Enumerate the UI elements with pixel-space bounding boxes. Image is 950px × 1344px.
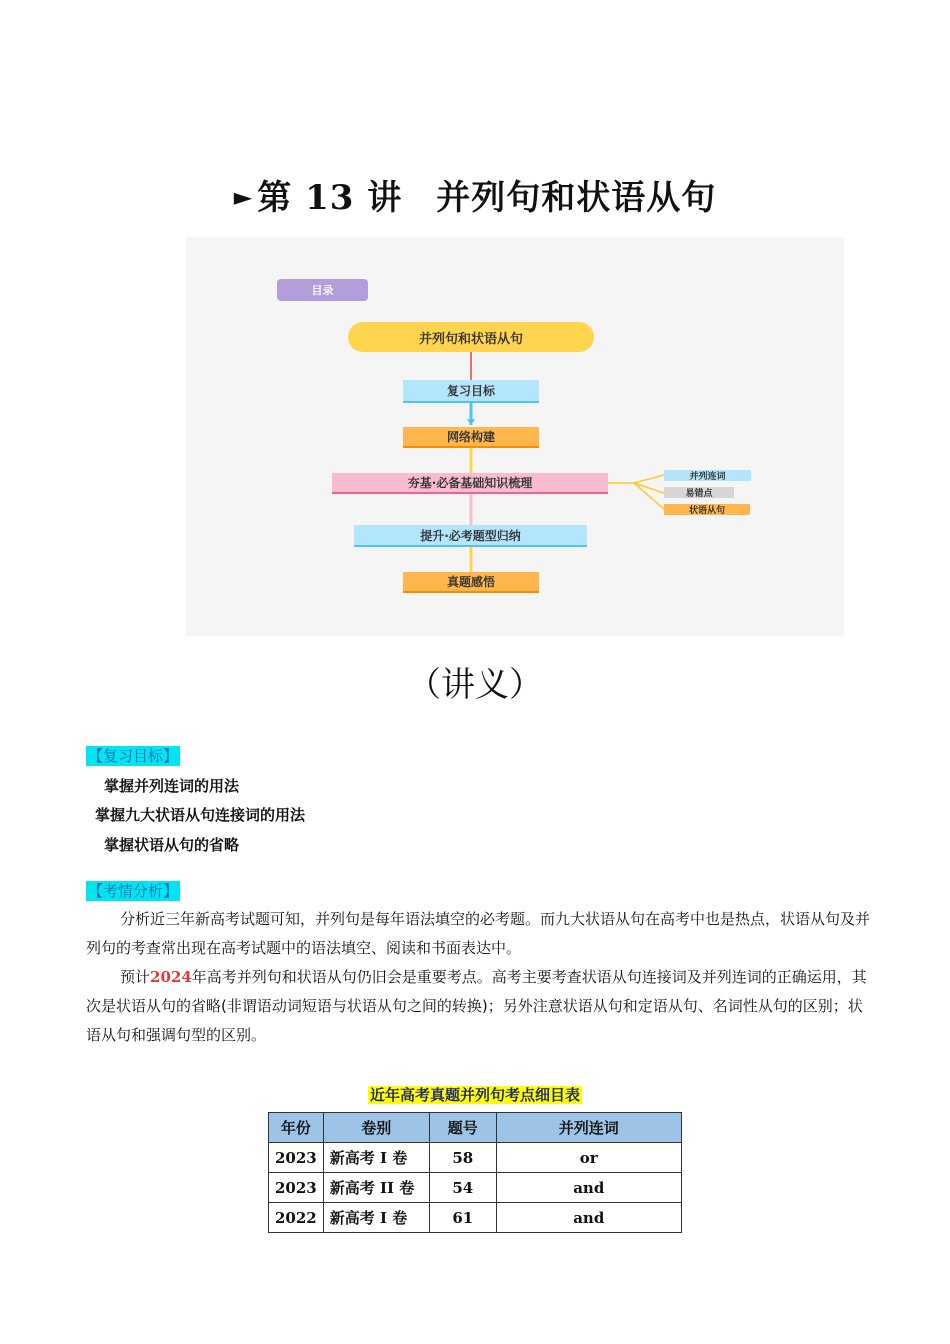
lecture-number: 第 13 讲 (257, 178, 403, 218)
paragraph-prefix: 预计 (120, 968, 151, 986)
lecture-topic: 并列句和状语从句 (436, 178, 717, 218)
analysis-paragraph (86, 963, 876, 1050)
table-header-cell: 卷别 (323, 1113, 429, 1143)
review-goal-item: 掌握并列连词的用法 (104, 777, 240, 795)
analysis-tag: 【考情分析】 (88, 882, 179, 900)
mind-map-branch: 夯基·必备基础知识梳理 (332, 473, 608, 494)
mind-map-toc-label: 目录 (277, 279, 368, 301)
document-subtitle: （讲义） (407, 665, 543, 705)
table-cell: 58 (429, 1143, 496, 1173)
table-cell: 新高考 I 卷 (323, 1203, 429, 1233)
review-goal-item: 掌握九大状语从句连接词的用法 (95, 806, 306, 824)
table-cell: 61 (429, 1203, 496, 1233)
table-cell: 54 (429, 1173, 496, 1203)
table-cell: 2023 (269, 1143, 324, 1173)
table-cell: and (496, 1173, 681, 1203)
mind-map-branch: 提升·必考题型归纳 (354, 525, 587, 547)
mind-map-branch: 网络构建 (403, 427, 539, 448)
mind-map-branch: 复习目标 (403, 380, 539, 403)
page-title (0, 170, 950, 219)
mind-map-sub-item: 易错点 (664, 487, 734, 498)
analysis-paragraph: 分析近三年新高考试题可知，并列句是每年语法填空的必考题。而九大状语从句在高考中也是热点，状语从句及并列句的考查常出现在高考试题中的语法填空、阅读和书面表达中。 (86, 910, 871, 957)
table-cell: 2023 (269, 1173, 324, 1203)
table-cell: 新高考 I 卷 (323, 1143, 429, 1173)
table-row (269, 1203, 682, 1233)
mind-map-root: 并列句和状语从句 (348, 322, 594, 352)
review-goals-tag: 【复习目标】 (88, 747, 179, 765)
review-goal-item: 掌握状语从句的省略 (104, 836, 240, 854)
table-cell: or (496, 1143, 681, 1173)
table-header-cell: 年份 (269, 1113, 324, 1143)
mind-map-branch: 真题感悟 (403, 572, 539, 593)
table-header-cell: 题号 (429, 1113, 496, 1143)
triangle-marker-icon: ► (233, 182, 254, 211)
mind-map-sub-item: 并列连词 (664, 470, 751, 481)
mind-map (186, 237, 844, 636)
paragraph-text: 年高考并列句和状语从句仍旧会是重要考点。高考主要考查状语从句连接词及并列连词的正确运用，其次是状语从句的省略(非谓语动词短语与状语从句之间的转换)；另外注意状语从句和定语从句、名词性从句的区别；状语从句和强调句型的区别。 (86, 968, 867, 1044)
table-row (269, 1173, 682, 1203)
table-caption (0, 1084, 950, 1105)
table-cell: and (496, 1203, 681, 1233)
mind-map-sub-item: 状语从句 (664, 504, 750, 515)
table-row (269, 1143, 682, 1173)
highlight-year: 2024 (150, 968, 192, 986)
table-caption-text: 近年高考真题并列句考点细目表 (369, 1086, 580, 1104)
table-cell: 2022 (269, 1203, 324, 1233)
table-header-row (269, 1113, 682, 1143)
exam-points-table (268, 1112, 682, 1233)
table-header-cell: 并列连词 (496, 1113, 681, 1143)
table-cell: 新高考 II 卷 (323, 1173, 429, 1203)
